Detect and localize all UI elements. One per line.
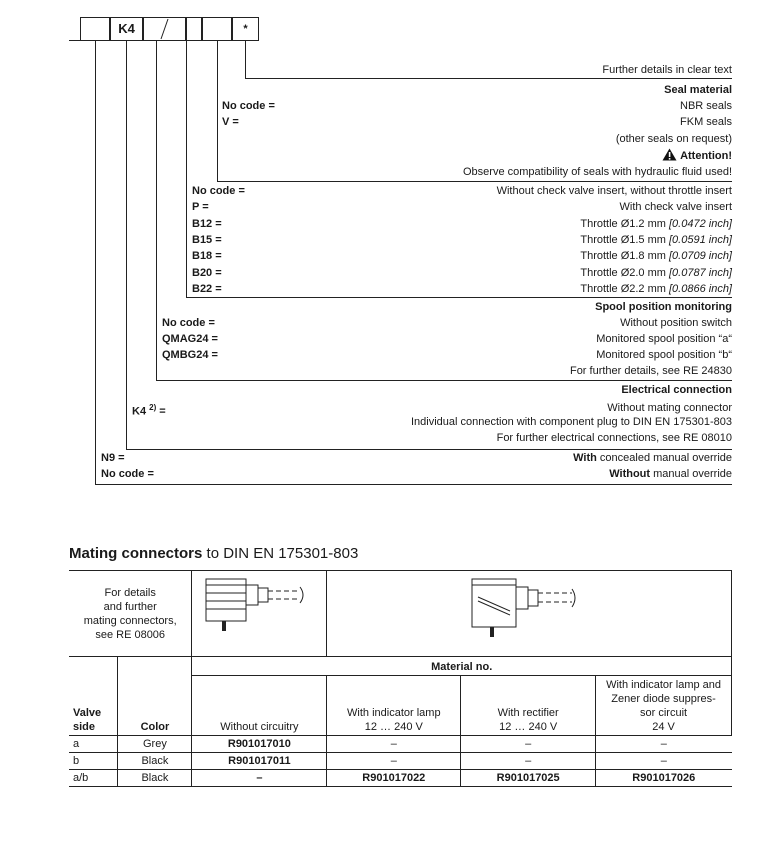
sep-seal	[217, 181, 732, 182]
attention-label	[662, 148, 732, 163]
connector-lamp-icon	[464, 577, 584, 643]
cv-code-6: B22 =	[192, 283, 222, 295]
cv-code-3: B15 =	[192, 234, 222, 246]
cv-code-1: P =	[192, 201, 209, 213]
electrical-code	[132, 401, 166, 419]
code-box-4	[202, 17, 232, 41]
electrical-line-3: For further electrical connections, see RE 08010	[496, 432, 732, 444]
material-no-header: Material no.	[192, 657, 732, 676]
spool-code-1: QMAG24 =	[162, 333, 218, 345]
mating-info-cell	[69, 571, 192, 657]
color-header: Color	[118, 657, 192, 736]
info-line-0: For details	[104, 586, 156, 599]
cv-desc-0: Without check valve insert, without throttle insert	[496, 185, 732, 197]
override-n9-code: N9 =	[101, 452, 125, 464]
row-1-color: Black	[118, 753, 192, 770]
head-3-line-3: 24 V	[652, 721, 675, 733]
cv-code-2: B12 =	[192, 218, 222, 230]
override-nc-bold: Without	[609, 468, 651, 480]
info-line-3: see RE 08006	[95, 628, 166, 641]
mating-title-bold: Mating connectors	[69, 545, 203, 562]
row-2-side: a/b	[69, 770, 118, 787]
cv-throttle-5: Throttle Ø2.0 mm	[580, 267, 669, 279]
electrical-eq: =	[156, 405, 166, 418]
line-check-valve	[186, 41, 187, 297]
attention-text: Attention!	[680, 150, 732, 162]
line-spool	[156, 41, 157, 380]
row-1-c3: –	[461, 753, 596, 770]
line-electrical	[126, 41, 127, 449]
seal-note: (other seals on request)	[615, 133, 732, 145]
code-box-star	[232, 17, 259, 41]
override-nc-desc	[609, 467, 732, 481]
valve-side-header	[69, 657, 118, 736]
row-2-c4: R901017026	[596, 770, 732, 787]
spool-desc-1: Monitored spool position “a“	[596, 333, 732, 345]
seal-desc-0: NBR seals	[680, 100, 732, 112]
row-2-color: Black	[118, 770, 192, 787]
row-0-side: a	[69, 736, 118, 753]
cv-inch-5: [0.0787 inch]	[669, 267, 732, 279]
row-0-c2: –	[327, 736, 461, 753]
head-zener	[596, 676, 732, 736]
head-indicator-lamp	[327, 676, 461, 736]
head-3-line-2: sor circuit	[640, 707, 688, 719]
row-0-c4: –	[596, 736, 732, 753]
row-1-side: b	[69, 753, 118, 770]
mating-title	[69, 545, 358, 563]
row-2-c2: R901017022	[327, 770, 461, 787]
code-box-k4-label: K4	[118, 21, 135, 36]
cv-throttle-6: Throttle Ø2.2 mm	[580, 283, 669, 295]
warning-icon	[662, 148, 677, 161]
override-nc-rest: manual override	[650, 468, 732, 480]
slash-icon	[144, 18, 185, 40]
cv-desc-3	[580, 233, 732, 247]
spool-note: For further details, see RE 24830	[569, 365, 732, 377]
cv-desc-2	[580, 217, 732, 231]
material-no-row	[69, 657, 732, 676]
connector-b-image-cell	[327, 571, 732, 657]
seal-code-0: No code =	[222, 100, 275, 112]
row-2-c1: –	[192, 770, 327, 787]
override-n9-desc	[573, 451, 732, 465]
electrical-title: Electrical connection	[621, 384, 732, 396]
head-rectifier	[461, 676, 596, 736]
electrical-line-2: Individual connection with component plug to DIN EN 175301-803	[410, 416, 732, 428]
spool-code-0: No code =	[162, 317, 215, 329]
table-row	[69, 770, 732, 787]
head-3-line-0: With indicator lamp and	[606, 679, 722, 691]
override-n9-bold: With	[573, 452, 597, 464]
override-n9-rest: concealed manual override	[596, 452, 732, 464]
valve-side-line-1: side	[73, 721, 96, 733]
head-2-line-1: 12 … 240 V	[499, 721, 558, 733]
cv-throttle-4: Throttle Ø1.8 mm	[580, 250, 669, 262]
spool-title: Spool position monitoring	[595, 301, 732, 313]
head-2-line-0: With rectifier	[497, 707, 559, 719]
cv-inch-6: [0.0866 inch]	[669, 283, 732, 295]
cv-inch-2: [0.0472 inch]	[669, 218, 732, 230]
sep-check-valve	[186, 297, 732, 298]
connector-plug-icon	[200, 577, 315, 639]
cv-inch-4: [0.0709 inch]	[669, 250, 732, 262]
row-1-c2: –	[327, 753, 461, 770]
cv-code-4: B18 =	[192, 250, 222, 262]
sep-electrical	[126, 449, 732, 450]
sep-spool	[156, 380, 732, 381]
row-0-color: Grey	[118, 736, 192, 753]
mating-title-rest: to DIN EN 175301-803	[202, 545, 359, 562]
sep-details	[245, 78, 732, 79]
code-box-k4	[110, 17, 143, 41]
code-box-slash	[143, 17, 186, 41]
head-3-line-1: Zener diode suppres-	[611, 693, 716, 705]
seal-title: Seal material	[664, 84, 732, 96]
info-line-1: and further	[103, 600, 157, 613]
cv-code-5: B20 =	[192, 267, 222, 279]
sep-override	[95, 484, 732, 485]
cv-desc-1: With check valve insert	[619, 201, 732, 213]
cv-inch-3: [0.0591 inch]	[669, 234, 732, 246]
connector-a-image-cell	[192, 571, 327, 657]
mating-image-row	[69, 571, 732, 657]
row-2-c3: R901017025	[461, 770, 596, 787]
electrical-code-k4: K4	[132, 405, 147, 418]
mating-table	[69, 570, 732, 787]
head-without-circuitry	[192, 676, 327, 736]
table-row	[69, 736, 732, 753]
row-0-c1: R901017010	[192, 736, 327, 753]
cv-desc-4	[580, 249, 732, 263]
head-1-line-0: With indicator lamp	[347, 707, 441, 719]
line-details	[245, 41, 246, 78]
row-1-c1: R901017011	[192, 753, 327, 770]
attention-note: Observe compatibility of seals with hydraulic fluid used!	[462, 166, 732, 178]
info-line-2: mating connectors,	[83, 614, 177, 627]
valve-side-line-0: Valve	[73, 707, 102, 719]
row-1-c4: –	[596, 753, 732, 770]
spool-desc-0: Without position switch	[620, 317, 732, 329]
seal-desc-1: FKM seals	[680, 116, 732, 128]
electrical-footnote: 2)	[149, 403, 157, 412]
override-nc-code: No code =	[101, 468, 154, 480]
cv-desc-5	[580, 266, 732, 280]
table-row	[69, 753, 732, 770]
row-0-c3: –	[461, 736, 596, 753]
code-box-1	[80, 17, 110, 41]
code-box-3	[186, 17, 202, 41]
line-override	[95, 41, 96, 484]
spool-code-2: QMBG24 =	[162, 349, 218, 361]
star-label: *	[243, 23, 248, 35]
head-1-line-1: 12 … 240 V	[364, 721, 423, 733]
seal-code-1: V =	[222, 116, 239, 128]
details-text: Further details in clear text	[602, 64, 732, 76]
line-seal	[217, 41, 218, 181]
cv-throttle-2: Throttle Ø1.2 mm	[580, 218, 669, 230]
spool-desc-2: Monitored spool position “b“	[596, 349, 732, 361]
electrical-line-1: Without mating connector	[607, 402, 732, 414]
cv-throttle-3: Throttle Ø1.5 mm	[580, 234, 669, 246]
head-0-line-0: Without circuitry	[220, 721, 299, 733]
cv-code-0: No code =	[192, 185, 245, 197]
cv-desc-6	[580, 282, 732, 296]
